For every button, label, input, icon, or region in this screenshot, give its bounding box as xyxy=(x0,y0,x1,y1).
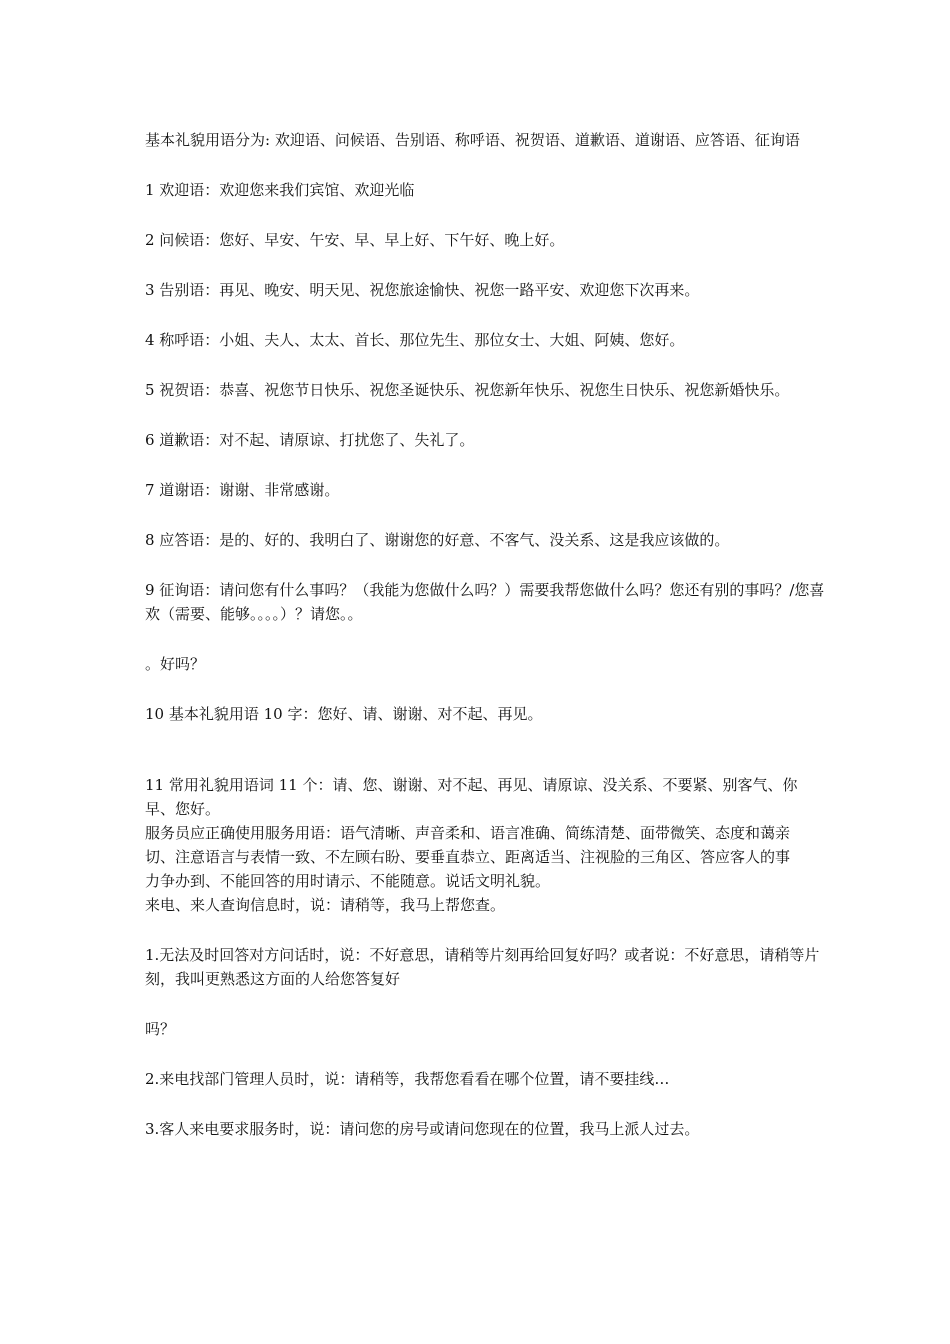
document-page xyxy=(145,128,825,1141)
item-thanks: 7 道谢语：谢谢、非常感谢。 xyxy=(145,481,340,499)
service-line: 来电、来人查询信息时，说：请稍等，我马上帮您查。 xyxy=(145,896,506,914)
tip-no-immediate-answer: 1.无法及时回答对方问话时，说：不好意思，请稍等片刻再给回复好吗？或者说：不好意思，请稍等片刻，我叫更熟悉这方面的人给您答复好 xyxy=(145,946,820,988)
tip-service-request: 3.客人来电要求服务时，说：请问您的房号或请问您现在的位置，我马上派人过去。 xyxy=(145,1120,700,1138)
service-line: 力争办到、不能回答的用时请示、不能随意。说话文明礼貌。 xyxy=(145,872,551,890)
tip-find-manager: 2.来电找部门管理人员时，说：请稍等，我帮您看看在哪个位置，请不要挂线… xyxy=(145,1070,670,1088)
item-inquiry-continued: 。好吗？ xyxy=(145,655,206,673)
item-greeting: 2 问候语：您好、早安、午安、早、早上好、下午好、晚上好。 xyxy=(145,231,565,249)
tip-continued: 吗？ xyxy=(145,1020,176,1038)
item-congratulation: 5 祝贺语：恭喜、祝您节日快乐、祝您圣诞快乐、祝您新年快乐、祝您生日快乐、祝您新婚快乐。 xyxy=(145,381,790,399)
item-address: 4 称呼语：小姐、夫人、太太、首长、那位先生、那位女士、大姐、阿姨、您好。 xyxy=(145,331,685,349)
service-line: 服务员应正确使用服务用语：语气清晰、声音柔和、语言准确、简练清楚、面带微笑、态度和蔼亲 xyxy=(145,824,791,842)
item-inquiry: 9 征询语：请问您有什么事吗？（我能为您做什么吗？）需要我帮您做什么吗？您还有别的事吗？/您喜欢（需要、能够。。。。）？请您。。 xyxy=(145,581,825,623)
service-line: 切、注意语言与表情一致、不左顾右盼、要垂直恭立、距离适当、注视脸的三角区、答应客人的事 xyxy=(145,848,791,866)
item-welcome: 1 欢迎语：欢迎您来我们宾馆、欢迎光临 xyxy=(145,181,415,199)
item-eleven-words: 11 常用礼貌用语词 11 个：请、您、谢谢、对不起、再见、请原谅、没关系、不要紧、别客气、你早、您好。 xyxy=(145,776,798,818)
item-response: 8 应答语：是的、好的、我明白了、谢谢您的好意、不客气、没关系、这是我应该做的。 xyxy=(145,531,730,549)
item-ten-words: 10 基本礼貌用语 10 字：您好、请、谢谢、对不起、再见。 xyxy=(145,705,543,723)
item-farewell: 3 告别语：再见、晚安、明天见、祝您旅途愉快、祝您一路平安、欢迎您下次再来。 xyxy=(145,281,700,299)
item-apology: 6 道歉语：对不起、请原谅、打扰您了、失礼了。 xyxy=(145,431,475,449)
intro-paragraph: 基本礼貌用语分为: 欢迎语、问候语、告别语、称呼语、祝贺语、道歉语、道谢语、应答语、征询语 xyxy=(145,131,800,149)
